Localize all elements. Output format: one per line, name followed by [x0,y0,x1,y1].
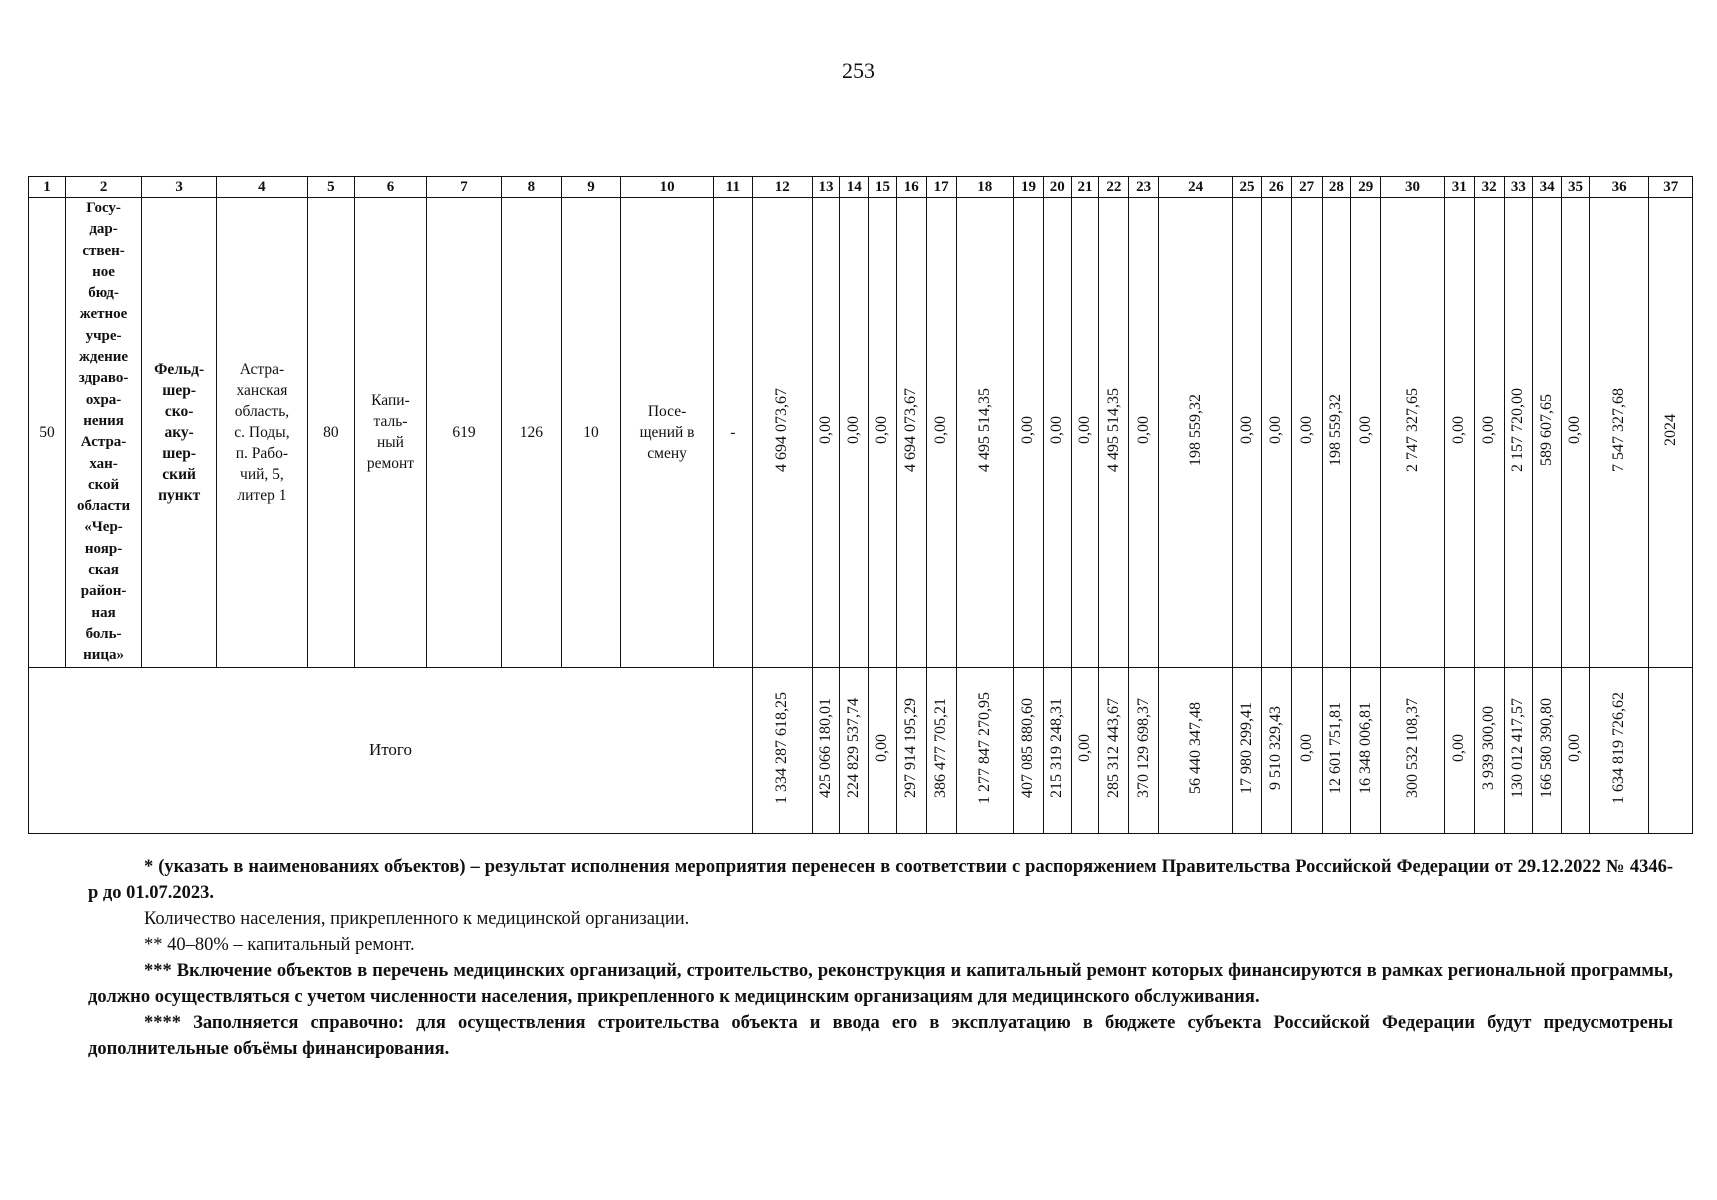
column-header: 27 [1291,177,1322,198]
value-cell: 198 559,32 [1159,198,1233,668]
total-value-cell: 1 277 847 270,95 [956,667,1014,833]
column-header: 26 [1261,177,1291,198]
value-cell: 0,00 [1233,198,1262,668]
value-cell: 2 747 327,65 [1381,198,1445,668]
column-header: 14 [840,177,869,198]
column-header: 1 [29,177,66,198]
value-cell: 198 559,32 [1322,198,1351,668]
value-cell: 0,00 [1444,198,1474,668]
column-header: 6 [354,177,426,198]
column-header: 4 [217,177,308,198]
value-cell: 0,00 [1291,198,1322,668]
value-cell: 0,00 [1043,198,1071,668]
value-cell: 4 495 514,35 [1099,198,1129,668]
column-header: 30 [1381,177,1445,198]
value-cell: 0,00 [869,198,897,668]
total-value-cell: 370 129 698,37 [1129,667,1159,833]
footnotes [88,854,1673,1062]
total-value-cell: 9 510 329,43 [1261,667,1291,833]
value-cell: 4 694 073,67 [752,198,812,668]
value-cell: 4 694 073,67 [896,198,926,668]
column-header: 18 [956,177,1014,198]
column-header: 10 [621,177,714,198]
cell-col11: - [713,198,752,668]
value-cell: 0,00 [1129,198,1159,668]
total-row [29,667,1693,833]
total-value-cell: 0,00 [869,667,897,833]
financing-table [28,176,1693,834]
total-value-cell: 386 477 705,21 [926,667,956,833]
page-number: 253 [842,58,875,83]
total-value-cell: 130 012 417,57 [1504,667,1533,833]
column-header: 7 [426,177,501,198]
column-header: 32 [1474,177,1504,198]
total-value-cell [1649,667,1693,833]
total-value-cell: 215 319 248,31 [1043,667,1071,833]
column-header: 21 [1071,177,1099,198]
column-header: 2 [66,177,142,198]
total-value-cell: 1 334 287 618,25 [752,667,812,833]
footnote-4: *** Включение объектов в перечень медицинских организаций, строительство, реконструкция и капитальный ремонт которых финансируются в рамках региональной программы, должно осуществляться с учетом численности населения, прикрепленного к медицинским организациям для медицинского обслуживания. [88,961,1673,1007]
total-value-cell: 407 085 880,60 [1014,667,1044,833]
total-value-cell: 166 580 390,80 [1533,667,1562,833]
column-header: 16 [896,177,926,198]
column-header: 12 [752,177,812,198]
total-value-cell: 0,00 [1071,667,1099,833]
object-type: Фельд- шер- ско- аку- шер- ский пункт [142,198,217,668]
total-value-cell: 425 066 180,01 [812,667,840,833]
column-header: 35 [1562,177,1590,198]
value-cell: 0,00 [926,198,956,668]
column-header: 17 [926,177,956,198]
column-header: 8 [502,177,562,198]
column-header: 9 [561,177,621,198]
value-cell: 0,00 [1071,198,1099,668]
value-cell: 0,00 [1351,198,1381,668]
column-header: 23 [1129,177,1159,198]
value-cell: 2024 [1649,198,1693,668]
total-label: Итого [29,667,753,833]
total-value-cell: 56 440 347,48 [1159,667,1233,833]
total-value-cell: 17 980 299,41 [1233,667,1262,833]
total-value-cell: 300 532 108,37 [1381,667,1445,833]
footnote-3: ** 40–80% – капитальный ремонт. [144,935,415,955]
cell-col7: 619 [426,198,501,668]
column-header: 25 [1233,177,1262,198]
total-value-cell: 0,00 [1444,667,1474,833]
column-header: 31 [1444,177,1474,198]
row-number: 50 [29,198,66,668]
value-cell: 589 607,65 [1533,198,1562,668]
value-cell: 4 495 514,35 [956,198,1014,668]
work-type: Капи- таль- ный ремонт [354,198,426,668]
column-header: 36 [1589,177,1649,198]
column-header: 33 [1504,177,1533,198]
table-row [29,198,1693,668]
total-value-cell: 12 601 751,81 [1322,667,1351,833]
column-header: 34 [1533,177,1562,198]
value-cell: 0,00 [840,198,869,668]
object-address: Астра- ханская область, с. Поды, п. Рабо- чий, 5, литер 1 [217,198,308,668]
footnote-1: * (указать в наименованиях объектов) – результат исполнения мероприятия перенесен в соответствии с распоряжением Правительства Российской Федерации от 29.12.2022 № 4346-р до 01.07.2023. [88,857,1673,903]
total-value-cell: 1 634 819 726,62 [1589,667,1649,833]
footnote-5: **** Заполняется справочно: для осуществления строительства объекта и ввода его в эксплуатацию в бюджете субъекта Российской Федерации будут предусмотрены дополнительные объёмы финансирования. [88,1013,1673,1059]
column-header: 15 [869,177,897,198]
column-header: 20 [1043,177,1071,198]
capacity-unit: Посе- щений в смену [621,198,714,668]
column-header: 28 [1322,177,1351,198]
total-value-cell: 285 312 443,67 [1099,667,1129,833]
value-cell: 0,00 [1261,198,1291,668]
column-header: 29 [1351,177,1381,198]
total-value-cell: 297 914 195,29 [896,667,926,833]
column-header: 22 [1099,177,1129,198]
cell-col9: 10 [561,198,621,668]
cell-col5: 80 [307,198,354,668]
value-cell: 0,00 [812,198,840,668]
total-value-cell: 0,00 [1562,667,1590,833]
cell-col8: 126 [502,198,562,668]
column-header: 3 [142,177,217,198]
organization-name: Госу- дар- ствен- ное бюд- жетное учре- ждение здраво- охра- нения Астра- хан- ской области «Чер- нояр- ская район- ная боль- ница» [66,198,142,668]
total-value-cell: 224 829 537,74 [840,667,869,833]
value-cell: 7 547 327,68 [1589,198,1649,668]
value-cell: 0,00 [1562,198,1590,668]
column-header: 11 [713,177,752,198]
total-value-cell: 0,00 [1291,667,1322,833]
total-value-cell: 3 939 300,00 [1474,667,1504,833]
column-header: 37 [1649,177,1693,198]
value-cell: 2 157 720,00 [1504,198,1533,668]
column-header: 13 [812,177,840,198]
total-value-cell: 16 348 006,81 [1351,667,1381,833]
column-number-row [29,177,1693,198]
value-cell: 0,00 [1014,198,1044,668]
column-header: 5 [307,177,354,198]
column-header: 19 [1014,177,1044,198]
column-header: 24 [1159,177,1233,198]
footnote-2: Количество населения, прикрепленного к медицинской организации. [144,909,690,929]
value-cell: 0,00 [1474,198,1504,668]
